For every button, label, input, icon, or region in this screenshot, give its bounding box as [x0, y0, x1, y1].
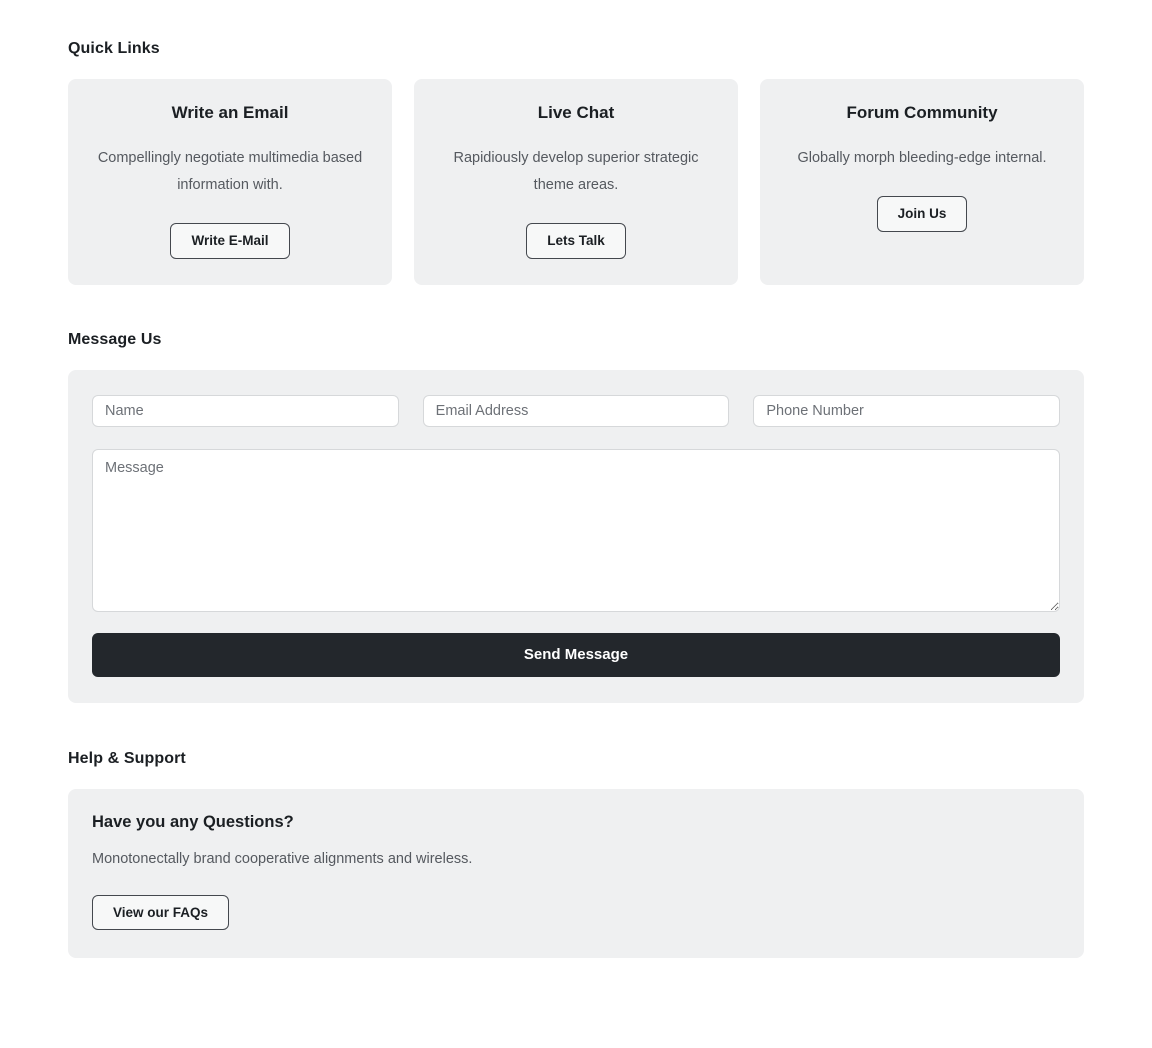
email-input[interactable] [423, 395, 730, 427]
message-form [68, 370, 1084, 703]
quick-link-title: Write an Email [171, 103, 289, 122]
quick-link-description: Rapidiously develop superior strategic theme areas. [453, 150, 699, 193]
join-us-button[interactable]: Join Us [877, 196, 968, 232]
view-faqs-button[interactable]: View our FAQs [92, 895, 229, 931]
help-card-title: Have you any Questions? [92, 812, 294, 831]
write-email-button[interactable]: Write E-Mail [170, 223, 289, 259]
quick-links-grid [68, 79, 1084, 285]
help-support-card [68, 789, 1084, 959]
help-card-description: Monotonectally brand cooperative alignments and wireless. [92, 850, 473, 867]
message-us-heading: Message Us [68, 330, 162, 348]
quick-link-title: Live Chat [537, 103, 615, 122]
form-row-contact-fields [92, 395, 1060, 427]
send-message-button[interactable]: Send Message [92, 633, 1060, 677]
lets-talk-button[interactable]: Lets Talk [526, 223, 626, 259]
message-textarea[interactable] [92, 449, 1060, 612]
quick-link-card [414, 79, 738, 285]
name-input[interactable] [92, 395, 399, 427]
quick-links-heading: Quick Links [68, 40, 160, 57]
quick-link-description: Compellingly negotiate multimedia based information with. [97, 150, 363, 193]
quick-link-description: Globally morph bleeding-edge internal. [797, 150, 1047, 166]
quick-link-title: Forum Community [846, 103, 998, 122]
quick-link-card [760, 79, 1084, 285]
phone-input[interactable] [753, 395, 1060, 427]
help-support-heading: Help & Support [68, 749, 186, 767]
quick-link-card [68, 79, 392, 285]
